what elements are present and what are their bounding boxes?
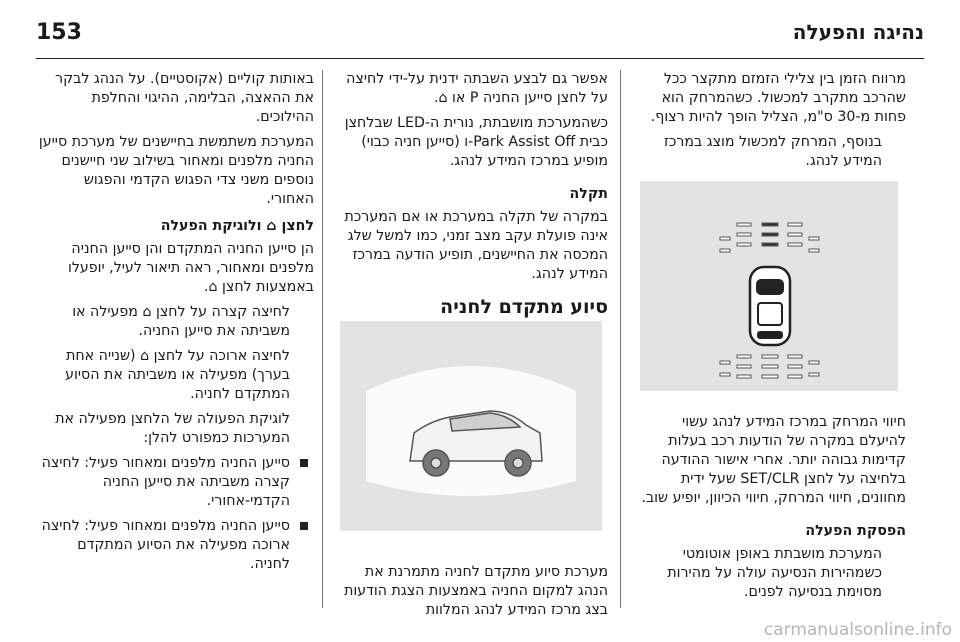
sensor-bar <box>809 237 819 240</box>
list-item <box>38 517 314 574</box>
sensor-bar <box>762 223 778 226</box>
paragraph: אפשר גם לבצע השבתה ידנית על-ידי לחיצה על לחצן סייען החניה P או ⌂. <box>346 71 608 106</box>
section-heading: לחצן ⌂ ולוגיקת הפעלה <box>160 218 314 234</box>
bullet-icon <box>300 522 308 530</box>
sensor-bar <box>788 355 802 358</box>
header-rule <box>36 58 924 59</box>
paragraph: בנוסף, המרחק למכשול מוצג במרכז המידע לנהג. <box>663 134 882 169</box>
sensor-bar <box>720 237 730 240</box>
sensor-bar <box>788 243 802 246</box>
sensor-bar <box>720 361 730 364</box>
sensor-bar <box>788 365 802 368</box>
paragraph: המערכת משתמשת בחיישנים של מערכת סייען החניה מלפנים ומאחור בשילוב שני חיישנים נוספים משני צדי הפגוש הקדמי והפגוש האחורי. <box>38 134 314 207</box>
advanced-park-assist-figure <box>340 321 602 531</box>
chapter-title: נהיגה והפעלה <box>792 20 924 44</box>
car-top-view-icon <box>750 267 790 345</box>
sensor-bar <box>788 375 802 378</box>
column-divider <box>322 70 323 608</box>
sensor-bar <box>762 355 778 358</box>
sensor-bar <box>720 373 730 376</box>
parking-sensor-diagram <box>640 181 898 391</box>
paragraph: מרווח הזמן בין צלילי הזמזם מתקצר ככל שהרכב מתקרב למכשול. כשהמרחק הוא פחות מ-30 ס"מ, הצליל הופך להיות רצוף. <box>650 71 906 125</box>
paragraph: המערכת מושבתת באופן אוטומטי כשמהירות הנסיעה עולה על מהירות מסוימת בנסיעה לפנים. <box>667 546 882 600</box>
sensor-bar <box>809 373 819 376</box>
section-heading: הפסקת הפעלה <box>805 523 906 539</box>
paragraph: מערכת סיוע מתקדם לחניה מתמרנת את הנהג למקום החניה באמצעות הצגת הודעות בצג מרכז המידע לנהג המלוות <box>344 564 608 618</box>
sensor-bar <box>788 233 802 236</box>
column-left <box>38 70 314 580</box>
sensor-bar <box>762 233 778 236</box>
sensor-bar <box>762 365 778 368</box>
sensor-bar <box>809 249 819 252</box>
sensor-bar <box>762 375 778 378</box>
paragraph: לחיצה ארוכה על לחצן ⌂ (שנייה אחת בערך) מפעילה או משביתה את הסיוע המתקדם לחניה. <box>65 348 290 402</box>
sensor-bar <box>737 233 751 236</box>
paragraph: חיווי המרחק במרכז המידע לנהג עשוי להיעלם במקרה של הודעות רכב בעלות קדימות גבוהה יותר. אחרי אישור ההודעה בלחיצה על לחצן SET/CLR שעל ידית מחוונים, חיווי המרחק, חיווי הכיוון, יופיע שוב. <box>641 414 906 506</box>
paragraph: באותות קוליים (אקוסטיים). על הנהג לבקר את ההאצה, הבלימה, ההיגוי והחלפת ההילוכים. <box>55 71 314 125</box>
paragraph: הן סייען החניה המתקדם והן סייען החניה מלפנים ומאחור, ראה תיאור לעיל, יופעלו באמצעות לחצן ⌂. <box>67 241 314 295</box>
sensor-bar <box>720 249 730 252</box>
column-divider <box>620 70 621 608</box>
sensor-bar <box>788 223 802 226</box>
section-heading: תקלה <box>569 186 608 202</box>
sensor-bar <box>809 361 819 364</box>
list-item <box>38 454 314 511</box>
paragraph: לוגיקת הפעולה של הלחצן מפעילה את המערכות כמפורט להלן: <box>55 411 290 446</box>
list-item-text: סייען החניה מלפנים ומאחור פעיל: לחיצה ארוכה מפעילה את הסיוע המתקדם לחניה. <box>41 518 290 572</box>
sensor-bar <box>762 243 778 246</box>
park-assist-diagram <box>340 321 602 531</box>
section-heading: סיוע מתקדם לחניה <box>440 296 608 318</box>
paragraph: לחיצה קצרה על לחצן ⌂ מפעילה או משביתה את סייען החניה. <box>72 304 290 339</box>
parking-distance-display-figure <box>640 181 898 391</box>
sensor-bar <box>737 365 751 368</box>
list-item-text: סייען החניה מלפנים ומאחור פעיל: לחיצה קצרה משביתה את סייען החניה הקדמי-אחורי. <box>41 455 290 509</box>
watermark: carmanualsonline.info <box>763 620 952 640</box>
sensor-bar <box>737 375 751 378</box>
page-header <box>36 12 924 52</box>
sensor-bar <box>737 243 751 246</box>
sensor-bar <box>737 355 751 358</box>
bullet-icon <box>300 459 308 467</box>
paragraph: כשהמערכת מושבתת, נורית ה-LED שבלחצן כבית Park Assist Off-ו (סייען חניה כבוי) מופיע במרכז המידע לנהג. <box>344 115 608 169</box>
sensor-bar <box>737 223 751 226</box>
paragraph: במקרה של תקלה במערכת או אם המערכת אינה פועלת עקב מצב זמני, כמו למשל שלג המכסה את החיישנים, תופיע הודעה במרכז המידע לנהג. <box>344 209 608 282</box>
page-number: 153 <box>36 20 82 45</box>
